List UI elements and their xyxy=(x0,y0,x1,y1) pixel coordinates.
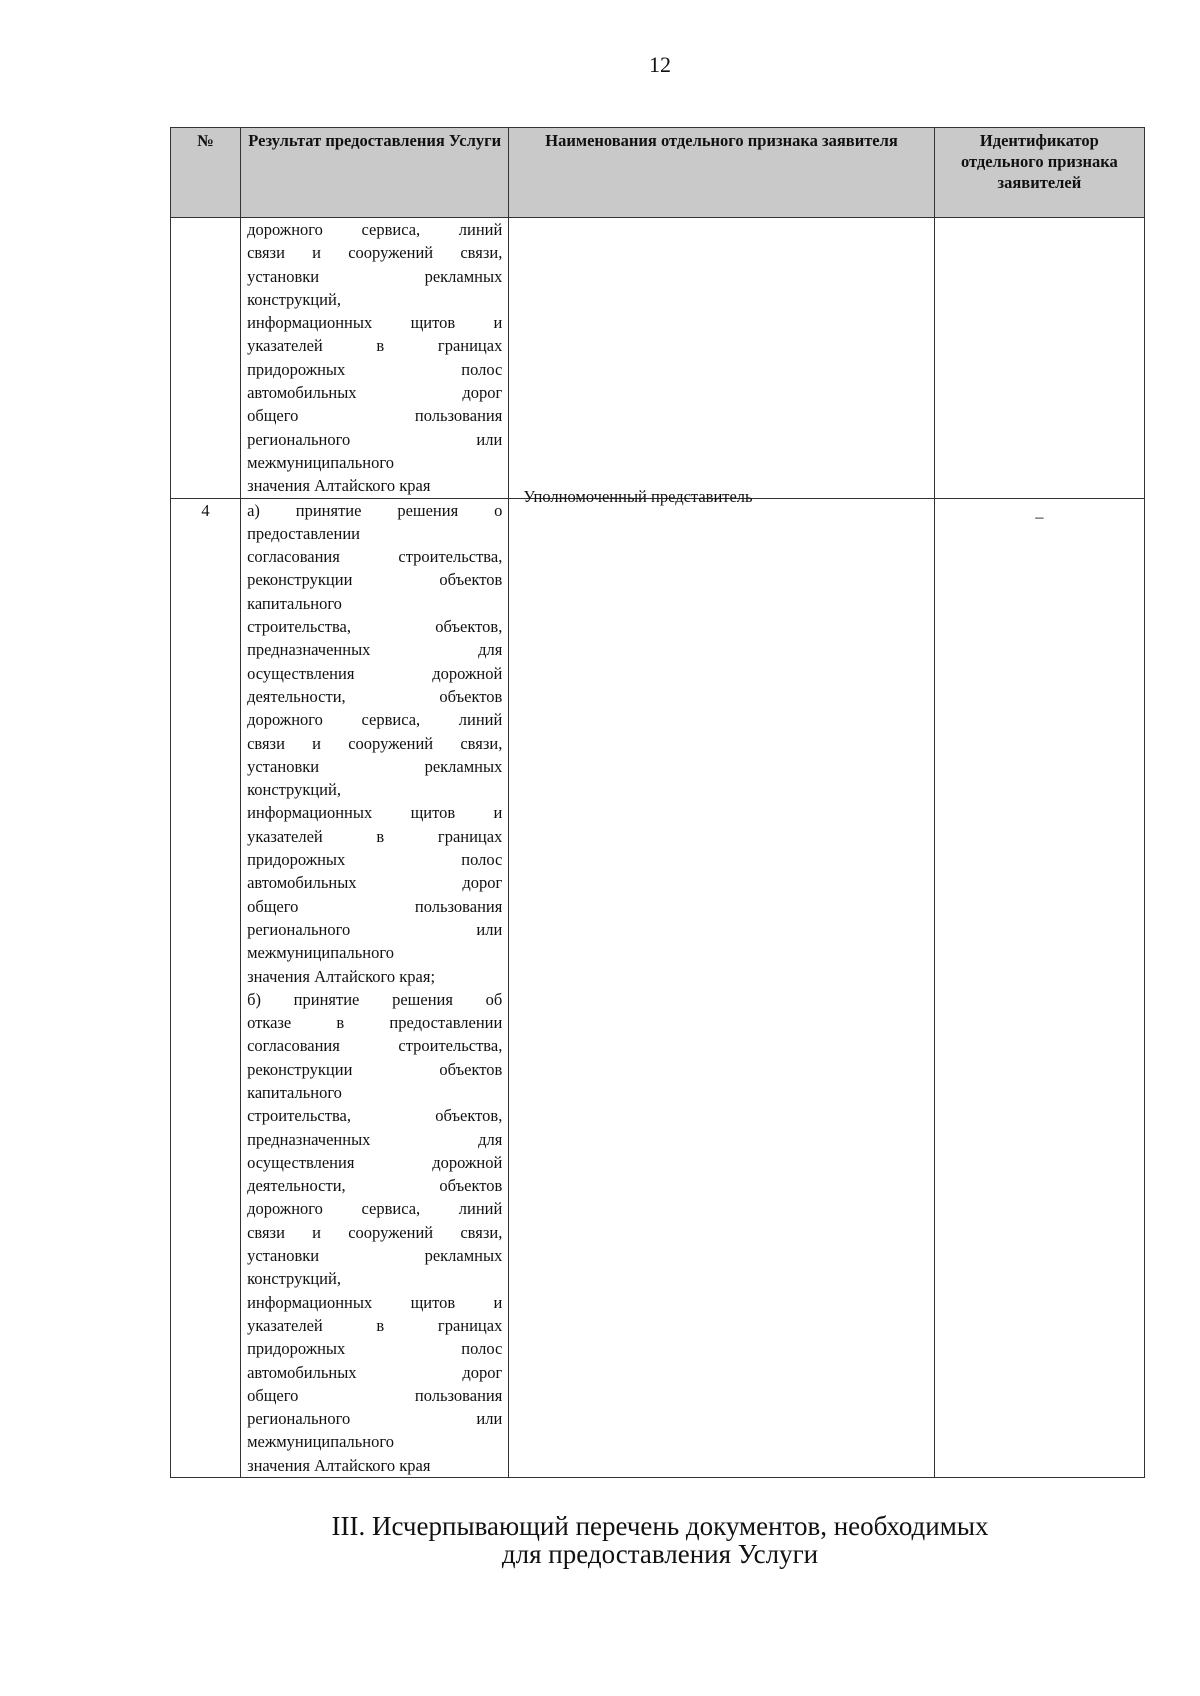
result-text-line: придорожных полос xyxy=(247,359,503,379)
result-text-line: предназначенных для xyxy=(247,640,503,660)
sign-cell xyxy=(509,218,934,499)
result-text-line: значения Алтайского края xyxy=(247,476,431,496)
sign-cell xyxy=(509,486,934,1477)
result-cell xyxy=(241,498,509,1477)
result-text-line: межмуниципального xyxy=(247,452,394,472)
section-heading-line2: для предоставления Услуги xyxy=(501,1539,819,1569)
result-text-line: капитального xyxy=(247,593,342,613)
result-text-line: общего пользования xyxy=(247,406,503,426)
sign-text: Уполномоченный представитель xyxy=(523,486,753,506)
result-text-line: осуществления дорожной xyxy=(247,663,503,683)
result-text-line: информационных щитов и xyxy=(247,1292,503,1312)
result-text-line: установки рекламных xyxy=(247,266,503,286)
result-text-line: информационных щитов и xyxy=(247,313,503,333)
result-text-line: межмуниципального xyxy=(247,943,394,963)
result-text-line: информационных щитов и xyxy=(247,803,503,823)
section-heading xyxy=(0,1512,1200,1568)
result-text-line: реконструкции объектов xyxy=(247,1059,503,1079)
result-text-line: дорожного сервиса, линий xyxy=(247,220,503,239)
applicant-features-table xyxy=(170,127,1145,1478)
result-text-line: конструкций, xyxy=(247,289,341,309)
result-text-line: б) принятие решения об xyxy=(247,989,503,1009)
header-number: № xyxy=(171,128,241,218)
row-number-cell: 4 xyxy=(171,498,241,1477)
result-text-line: указателей в границах xyxy=(247,336,503,356)
result-text-line: связи и сооружений связи, xyxy=(247,1222,503,1242)
result-text-line: межмуниципального xyxy=(247,1432,394,1452)
result-text-line: отказе в предоставлении xyxy=(247,1013,503,1033)
result-text-line: конструкций, xyxy=(247,780,341,800)
result-text-line: реконструкции объектов xyxy=(247,570,503,590)
result-text-line: регионального или xyxy=(247,919,503,939)
header-sign-name: Наименования отдельного признака заявителя xyxy=(509,128,934,218)
result-text-line: связи и сооружений связи, xyxy=(247,733,503,753)
table-header-row xyxy=(171,128,1145,218)
result-text-line: автомобильных дорог xyxy=(247,383,503,403)
identifier-cell xyxy=(934,498,1144,1477)
header-result: Результат предоставления Услуги xyxy=(241,128,509,218)
result-text-line: осуществления дорожной xyxy=(247,1152,503,1172)
result-cell xyxy=(241,218,509,499)
result-text-line: связи и сооружений связи, xyxy=(247,243,503,263)
result-text-line: согласования строительства, xyxy=(247,1036,503,1056)
result-text-line: а) принятие решения о xyxy=(247,500,503,520)
result-text-line: деятельности, объектов xyxy=(247,686,503,706)
result-text-line: общего пользования xyxy=(247,896,503,916)
result-text-line: значения Алтайского края; xyxy=(247,966,436,986)
row-number-cell xyxy=(171,218,241,499)
result-text-line: согласования строительства, xyxy=(247,547,503,567)
result-text-line: регионального или xyxy=(247,1409,503,1429)
result-text-line: дорожного сервиса, линий xyxy=(247,710,503,730)
result-text-line: указателей в границах xyxy=(247,826,503,846)
result-text-line: автомобильных дорог xyxy=(247,1362,503,1382)
result-text-line: придорожных полос xyxy=(247,850,503,870)
result-text-line: придорожных полос xyxy=(247,1339,503,1359)
section-heading-line1: III. Исчерпывающий перечень документов, необходимых xyxy=(331,1511,989,1541)
identifier-cell xyxy=(934,218,1144,499)
result-text-line: предназначенных для xyxy=(247,1129,503,1149)
result-text-line: дорожного сервиса, линий xyxy=(247,1199,503,1219)
result-text-line: конструкций, xyxy=(247,1269,341,1289)
result-text-line: установки рекламных xyxy=(247,756,503,776)
result-text-line: общего пользования xyxy=(247,1385,503,1405)
page-number: 12 xyxy=(649,52,671,77)
result-text-line: строительства, объектов, xyxy=(247,617,503,637)
result-text-line: деятельности, объектов xyxy=(247,1176,503,1196)
result-text-line: значения Алтайского края xyxy=(247,1455,431,1475)
result-text-line: указателей в границах xyxy=(247,1315,503,1335)
result-text-line: предоставлении xyxy=(247,523,360,543)
result-text-line: установки рекламных xyxy=(247,1246,503,1266)
result-text-line: автомобильных дорог xyxy=(247,873,503,893)
result-text-line: регионального или xyxy=(247,429,503,449)
result-text-line: строительства, объектов, xyxy=(247,1106,503,1126)
result-text-line: капитального xyxy=(247,1082,342,1102)
header-sign-identifier: Идентификатор отдельного признака заявителей xyxy=(934,128,1144,218)
table-row xyxy=(171,218,1145,499)
identifier-dash: – xyxy=(1035,506,1044,526)
table-row xyxy=(171,498,1145,1477)
